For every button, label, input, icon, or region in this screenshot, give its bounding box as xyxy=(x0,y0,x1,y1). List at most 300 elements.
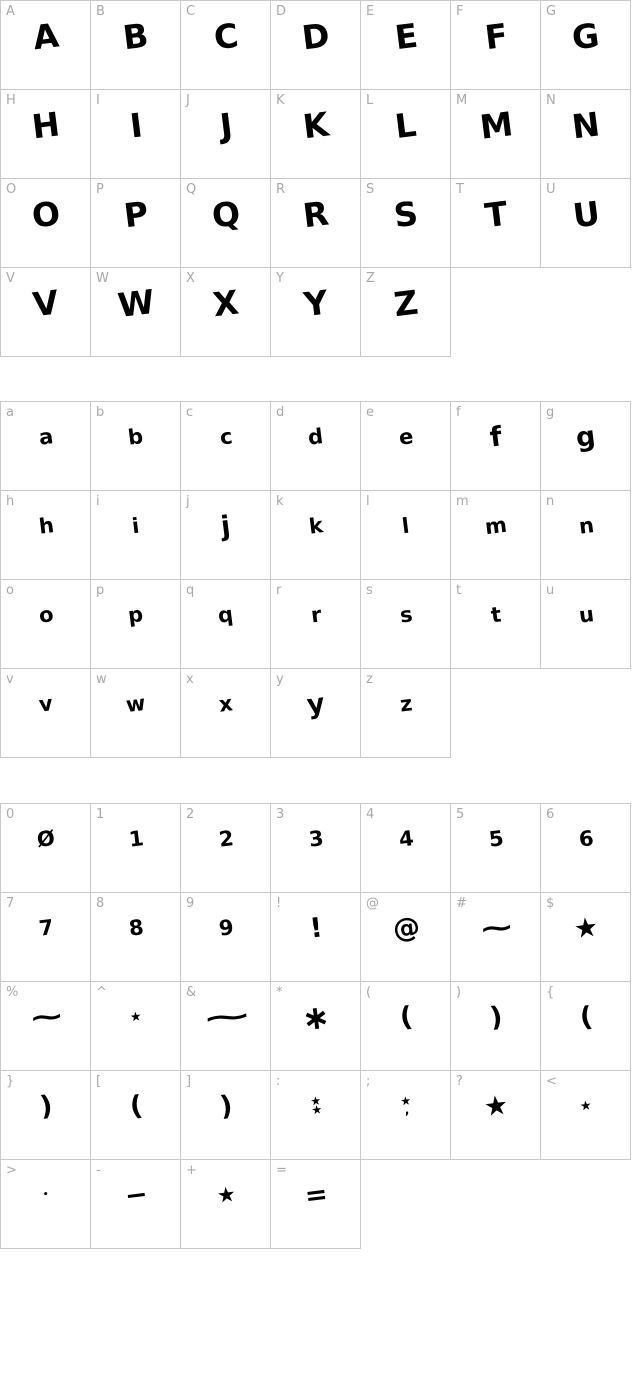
cell-label: f xyxy=(456,405,461,420)
glyph-r: r xyxy=(309,602,322,628)
glyph-J: J xyxy=(217,104,234,146)
cell-label: m xyxy=(456,494,469,509)
glyph-cell-J xyxy=(181,90,271,179)
glyph-M: M xyxy=(477,103,514,147)
glyph-box xyxy=(451,412,540,462)
cell-label: z xyxy=(366,672,373,687)
glyph-K: K xyxy=(300,104,331,146)
glyph-box xyxy=(541,501,630,551)
cell-label: 1 xyxy=(96,807,105,822)
glyph-box xyxy=(91,189,180,239)
glyph-box xyxy=(91,501,180,551)
glyph-box xyxy=(271,679,360,729)
cell-label: ; xyxy=(366,1074,371,1089)
glyph-u: u xyxy=(577,602,594,628)
glyph-cell-$ xyxy=(541,893,631,982)
glyph-cell-s xyxy=(361,580,451,669)
glyph-cell-[ xyxy=(91,1071,181,1160)
glyph-box xyxy=(361,100,450,150)
cell-label: 2 xyxy=(186,807,195,822)
glyph-box xyxy=(181,903,270,953)
glyph-box xyxy=(91,814,180,864)
cell-label: l xyxy=(366,494,370,509)
glyph-cell-M xyxy=(451,90,541,179)
glyph-box xyxy=(1,1081,90,1131)
glyph-!: ! xyxy=(307,911,324,945)
glyph-cell-u xyxy=(541,580,631,669)
glyph-cell-% xyxy=(1,982,91,1071)
glyph-cell-p xyxy=(91,580,181,669)
glyph-box xyxy=(91,1170,180,1220)
cell-label: E xyxy=(366,4,375,19)
glyph-l: l xyxy=(400,513,411,539)
glyph-cell-* xyxy=(271,982,361,1071)
cell-label: O xyxy=(6,182,17,197)
glyph-box xyxy=(271,1081,360,1131)
glyph-cell-0 xyxy=(1,804,91,893)
glyph-y: y xyxy=(305,687,326,721)
glyph-cell-E xyxy=(361,1,451,90)
glyph-cell-R xyxy=(271,179,361,268)
glyph-&: ~ xyxy=(199,999,252,1035)
glyph-7: 7 xyxy=(37,915,54,941)
cell-label: w xyxy=(96,672,107,687)
glyph-5: 5 xyxy=(487,826,504,852)
glyph-U: U xyxy=(570,193,601,235)
glyph-Z: Z xyxy=(391,282,420,324)
glyph-box xyxy=(361,590,450,640)
glyph-box xyxy=(361,11,450,61)
glyph-I: I xyxy=(127,104,144,146)
glyph-box xyxy=(1,590,90,640)
cell-label: Z xyxy=(366,271,375,286)
cell-label: J xyxy=(186,93,190,108)
cell-label: % xyxy=(6,985,19,1000)
glyph-k: k xyxy=(307,513,324,539)
glyph-cell-? xyxy=(451,1071,541,1160)
cell-label: 4 xyxy=(366,807,375,822)
glyph-m: m xyxy=(483,512,508,540)
glyph-t: t xyxy=(489,602,502,628)
cell-label: S xyxy=(366,182,375,197)
cell-label: n xyxy=(546,494,555,509)
cell-label: j xyxy=(186,494,190,509)
glyph-box xyxy=(271,903,360,953)
glyph-h: h xyxy=(37,513,54,539)
glyph-cell-t xyxy=(451,580,541,669)
glyph-cell-z xyxy=(361,669,451,758)
glyph-%: ~ xyxy=(27,1000,64,1034)
cell-label: 0 xyxy=(6,807,15,822)
glyph-R: R xyxy=(300,193,330,235)
glyph-cell-k xyxy=(271,491,361,580)
glyph-box xyxy=(271,590,360,640)
glyph-G: G xyxy=(570,15,601,57)
glyph-box xyxy=(541,992,630,1042)
cell-label: c xyxy=(186,405,194,420)
cell-label: $ xyxy=(546,896,555,911)
cell-label: : xyxy=(276,1074,281,1089)
glyph-box xyxy=(181,679,270,729)
glyph-cell-+ xyxy=(181,1160,271,1249)
cell-label: p xyxy=(96,583,105,598)
glyph-cell-P xyxy=(91,179,181,268)
cell-label: U xyxy=(546,182,556,197)
glyph-+: ★ xyxy=(215,1182,236,1208)
cell-label: a xyxy=(6,405,14,420)
glyph-C: C xyxy=(211,15,240,57)
glyph-cell-4 xyxy=(361,804,451,893)
glyph-cell-Q xyxy=(181,179,271,268)
glyph-cell-L xyxy=(361,90,451,179)
cell-label: 5 xyxy=(456,807,465,822)
glyph-9: 9 xyxy=(217,915,234,941)
glyph-cell-! xyxy=(271,893,361,982)
glyph-j: j xyxy=(219,510,232,542)
cell-label: G xyxy=(546,4,557,19)
cell-label: N xyxy=(546,93,556,108)
glyph-cell-) xyxy=(451,982,541,1071)
cell-label: b xyxy=(96,405,105,420)
cell-label: v xyxy=(6,672,14,687)
glyph-box xyxy=(271,412,360,462)
glyph-A: A xyxy=(30,15,61,57)
glyph-e: e xyxy=(397,424,414,450)
glyph-cell-2 xyxy=(181,804,271,893)
cell-label: I xyxy=(96,93,100,108)
glyph-cell-r xyxy=(271,580,361,669)
cell-label: x xyxy=(186,672,194,687)
cell-label: o xyxy=(6,583,14,598)
glyph-(: ( xyxy=(397,1000,414,1034)
glyph-cell-w xyxy=(91,669,181,758)
cell-label: ! xyxy=(276,896,282,911)
glyph-cell-N xyxy=(541,90,631,179)
glyph-f: f xyxy=(488,420,503,454)
glyph-1: 1 xyxy=(127,826,144,852)
glyph-box xyxy=(451,1081,540,1131)
cell-label: W xyxy=(96,271,109,286)
glyph-cell-c xyxy=(181,402,271,491)
cell-label: 7 xyxy=(6,896,15,911)
glyph-8: 8 xyxy=(127,915,144,941)
glyph-box xyxy=(541,814,630,864)
glyph-box xyxy=(181,590,270,640)
glyph-E: E xyxy=(392,15,419,57)
glyph-}: ) xyxy=(37,1089,54,1123)
glyph-g: g xyxy=(574,420,597,454)
cell-label: = xyxy=(276,1163,287,1178)
glyph-box xyxy=(271,501,360,551)
glyph-O: O xyxy=(29,192,62,236)
glyph-{: ( xyxy=(577,1000,594,1034)
glyph-box xyxy=(181,501,270,551)
cell-label: h xyxy=(6,494,15,509)
glyph-cell-K xyxy=(271,90,361,179)
glyph-box xyxy=(361,1081,450,1131)
glyph-box xyxy=(361,814,450,864)
glyph-V: V xyxy=(30,282,61,324)
glyph-cell-H xyxy=(1,90,91,179)
glyph-box xyxy=(451,814,540,864)
glyph-cell-a xyxy=(1,402,91,491)
cell-label: Y xyxy=(276,271,284,286)
glyph-box xyxy=(271,992,360,1042)
glyph-box xyxy=(361,992,450,1042)
cell-label: H xyxy=(6,93,16,108)
glyph-cell-D xyxy=(271,1,361,90)
cell-label: ( xyxy=(366,985,372,1000)
cell-label: A xyxy=(6,4,15,19)
cell-label: > xyxy=(6,1163,17,1178)
cell-label: L xyxy=(366,93,374,108)
glyph-cell-x xyxy=(181,669,271,758)
glyph-W: W xyxy=(115,281,156,325)
glyph-cell-& xyxy=(181,982,271,1071)
glyph-cell-9 xyxy=(181,893,271,982)
glyph-p: p xyxy=(127,602,144,628)
glyph-[: ( xyxy=(127,1089,144,1123)
glyph-F: F xyxy=(482,15,509,57)
glyph-box xyxy=(91,412,180,462)
uppercase-glyph-grid xyxy=(0,0,631,357)
cell-label: V xyxy=(6,271,15,286)
cell-label: } xyxy=(6,1074,15,1089)
cell-label: q xyxy=(186,583,195,598)
glyph-box xyxy=(91,100,180,150)
glyph-H: H xyxy=(29,104,62,146)
glyph-3: 3 xyxy=(307,826,324,852)
glyph-): ) xyxy=(487,1000,504,1034)
glyph-?: ★ xyxy=(482,1089,509,1123)
glyph-cell-C xyxy=(181,1,271,90)
glyph-cell-Z xyxy=(361,268,451,357)
glyph-cell-7 xyxy=(1,893,91,982)
glyph-^: ★ xyxy=(129,1008,142,1026)
glyph-cell-X xyxy=(181,268,271,357)
glyph-s: s xyxy=(398,602,413,628)
glyph-$: ★ xyxy=(572,911,599,945)
glyph-cell-# xyxy=(451,893,541,982)
glyph-box xyxy=(1,679,90,729)
cell-label: F xyxy=(456,4,464,19)
glyph-cell-8 xyxy=(91,893,181,982)
cell-label: M xyxy=(456,93,468,108)
cell-label: e xyxy=(366,405,374,420)
lowercase-glyph-grid xyxy=(0,401,631,758)
cell-label: D xyxy=(276,4,287,19)
glyph-cell-m xyxy=(451,491,541,580)
glyph-cell-v xyxy=(1,669,91,758)
glyph-cell-{ xyxy=(541,982,631,1071)
cell-label: 3 xyxy=(276,807,285,822)
glyph-X: X xyxy=(210,282,241,324)
glyph-cell-^ xyxy=(91,982,181,1071)
cell-label: ] xyxy=(186,1074,192,1089)
glyph-cell-e xyxy=(361,402,451,491)
glyph-4: 4 xyxy=(397,826,414,852)
glyph-b: b xyxy=(127,424,144,450)
glyph-cell-U xyxy=(541,179,631,268)
glyph-cell-g xyxy=(541,402,631,491)
glyph-cell-T xyxy=(451,179,541,268)
cell-label: ) xyxy=(456,985,462,1000)
glyph-cell-F xyxy=(451,1,541,90)
glyph-L: L xyxy=(393,104,418,146)
cell-label: 9 xyxy=(186,896,195,911)
glyph-cell-G xyxy=(541,1,631,90)
cell-label: y xyxy=(276,672,284,687)
glyph-*: ∗ xyxy=(299,996,332,1038)
glyph-box xyxy=(181,412,270,462)
glyph-box xyxy=(271,278,360,328)
glyph-box xyxy=(91,590,180,640)
cell-label: i xyxy=(96,494,100,509)
cell-label: T xyxy=(456,182,464,197)
cell-label: 8 xyxy=(96,896,105,911)
cell-label: ^ xyxy=(96,985,107,1000)
glyph-box xyxy=(181,814,270,864)
glyph-cell-B xyxy=(91,1,181,90)
glyph-box xyxy=(91,903,180,953)
glyph-:: ★ ★ xyxy=(309,1093,322,1118)
glyph-2: 2 xyxy=(217,826,234,852)
glyph-q: q xyxy=(217,602,234,628)
glyph-cell-6 xyxy=(541,804,631,893)
glyph-cell-V xyxy=(1,268,91,357)
glyph-box xyxy=(361,412,450,462)
glyph-box xyxy=(451,11,540,61)
glyph-cell-b xyxy=(91,402,181,491)
glyph-cell-W xyxy=(91,268,181,357)
glyph-box xyxy=(361,501,450,551)
cell-label: R xyxy=(276,182,286,197)
glyph-cell-: xyxy=(271,1071,361,1160)
glyph-cell-; xyxy=(361,1071,451,1160)
glyph-box xyxy=(451,189,540,239)
glyph-box xyxy=(361,679,450,729)
glyph-cell-> xyxy=(1,1160,91,1249)
glyph-Y: Y xyxy=(301,282,330,324)
glyph-P: P xyxy=(121,193,150,235)
glyph-v: v xyxy=(37,691,54,717)
glyph-box xyxy=(541,590,630,640)
glyph-w: w xyxy=(124,690,147,718)
glyph-cell-O xyxy=(1,179,91,268)
cell-label: B xyxy=(96,4,105,19)
glyph-cell-j xyxy=(181,491,271,580)
cell-label: X xyxy=(186,271,195,286)
cell-label: * xyxy=(276,985,283,1000)
cell-label: g xyxy=(546,405,555,420)
cell-label: Q xyxy=(186,182,197,197)
cell-label: + xyxy=(186,1163,197,1178)
glyph-]: ) xyxy=(217,1089,234,1123)
cell-label: @ xyxy=(366,896,379,911)
glyph-cell-l xyxy=(361,491,451,580)
cell-label: d xyxy=(276,405,285,420)
cell-label: K xyxy=(276,93,285,108)
glyph-;: ★ , xyxy=(399,1093,411,1118)
glyph->: • xyxy=(42,1189,49,1201)
glyph-0: Ø xyxy=(35,826,56,852)
glyph-S: S xyxy=(391,193,420,235)
glyph-cell-] xyxy=(181,1071,271,1160)
glyph-i: i xyxy=(130,513,141,539)
glyph-box xyxy=(541,903,630,953)
glyph-<: ★ xyxy=(579,1097,592,1115)
glyph-cell-y xyxy=(271,669,361,758)
glyph--: − xyxy=(122,1178,149,1212)
glyph-6: 6 xyxy=(577,826,594,852)
glyph-cell-f xyxy=(451,402,541,491)
cell-label: ? xyxy=(456,1074,463,1089)
glyph-cell-i xyxy=(91,491,181,580)
cell-label: C xyxy=(186,4,196,19)
glyph-cell-< xyxy=(541,1071,631,1160)
glyph-box xyxy=(361,189,450,239)
cell-label: [ xyxy=(96,1074,102,1089)
cell-label: P xyxy=(96,182,104,197)
glyph-cell-3 xyxy=(271,804,361,893)
glyph-box xyxy=(451,590,540,640)
glyph-box xyxy=(181,1081,270,1131)
glyph-cell-@ xyxy=(361,893,451,982)
numbers-symbols-glyph-grid xyxy=(0,803,631,1249)
cell-label: & xyxy=(186,985,197,1000)
glyph-Q: Q xyxy=(209,192,242,236)
glyph-a: a xyxy=(37,424,54,450)
glyph-#: ~ xyxy=(477,911,514,945)
glyph-box xyxy=(1,903,90,953)
glyph-box xyxy=(271,814,360,864)
glyph-cell-A xyxy=(1,1,91,90)
glyph-box xyxy=(541,412,630,462)
glyph-cell-1 xyxy=(91,804,181,893)
glyph-cell-n xyxy=(541,491,631,580)
cell-label: < xyxy=(546,1074,557,1089)
glyph-cell-( xyxy=(361,982,451,1071)
glyph-box xyxy=(1,412,90,462)
glyph-cell-} xyxy=(1,1071,91,1160)
glyph-o: o xyxy=(37,602,54,628)
glyph-box xyxy=(181,100,270,150)
cell-label: t xyxy=(456,583,462,598)
glyph-D: D xyxy=(300,15,331,57)
glyph-cell-= xyxy=(271,1160,361,1249)
cell-label: k xyxy=(276,494,284,509)
glyph-x: x xyxy=(217,691,234,717)
glyph-box xyxy=(1,501,90,551)
cell-label: 6 xyxy=(546,807,555,822)
glyph-c: c xyxy=(218,424,233,450)
glyph-=: = xyxy=(302,1178,329,1212)
glyph-cell-q xyxy=(181,580,271,669)
cell-label: - xyxy=(96,1163,101,1178)
glyph-box xyxy=(91,1081,180,1131)
glyph-cell-S xyxy=(361,179,451,268)
glyph-T: T xyxy=(482,193,509,235)
glyph-d: d xyxy=(307,424,324,450)
cell-label: s xyxy=(366,583,373,598)
glyph-cell-h xyxy=(1,491,91,580)
glyph-n: n xyxy=(577,513,594,539)
glyph-@: @ xyxy=(390,911,421,945)
glyph-cell-d xyxy=(271,402,361,491)
cell-label: { xyxy=(546,985,555,1000)
cell-label: u xyxy=(546,583,555,598)
glyph-box xyxy=(451,992,540,1042)
